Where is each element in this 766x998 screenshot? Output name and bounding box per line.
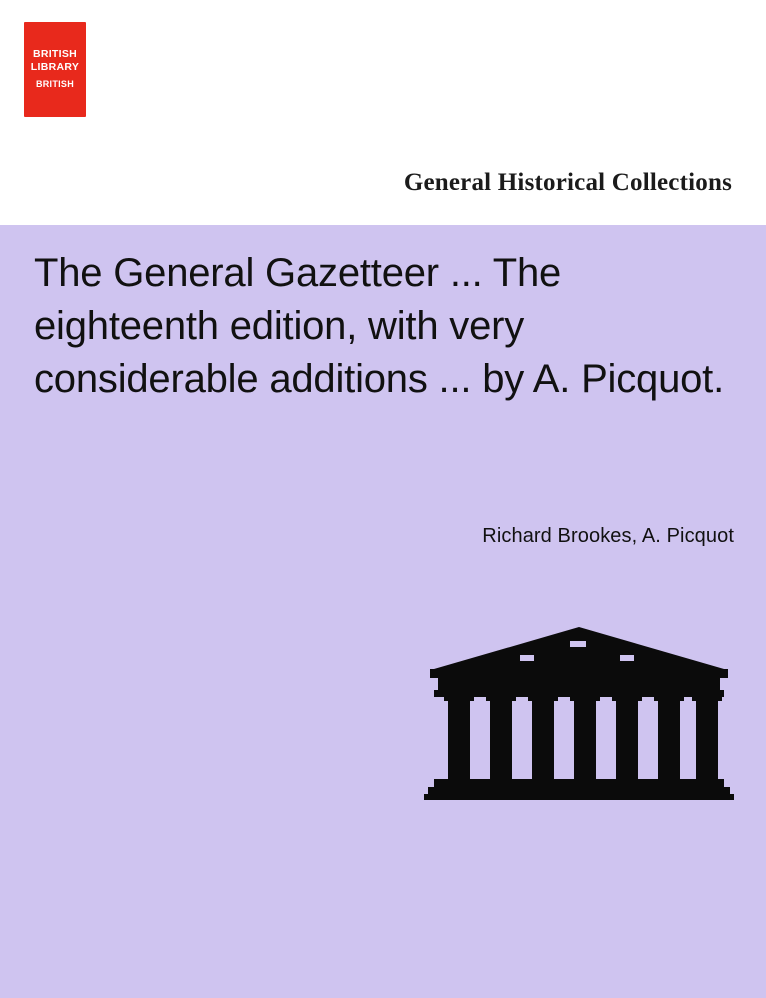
logo-line-2: LIBRARY: [30, 61, 80, 73]
series-title: General Historical Collections: [403, 168, 732, 196]
series-band: [0, 140, 766, 225]
author-names: Richard Brookes, A. Picquot: [482, 525, 734, 547]
title-block: [34, 247, 734, 406]
top-band: [0, 0, 766, 140]
author-block: [34, 525, 734, 548]
greek-temple-illustration: [424, 625, 734, 800]
british-library-logo: [24, 22, 86, 117]
logo-line-3: BRITISH: [35, 79, 75, 89]
page-title: The General Gazetteer ... The eighteenth edition, with very considerable additions ... by A. Picquot.: [34, 251, 725, 401]
cover-main-area: [0, 225, 766, 998]
logo-line-1: BRITISH: [32, 48, 78, 60]
